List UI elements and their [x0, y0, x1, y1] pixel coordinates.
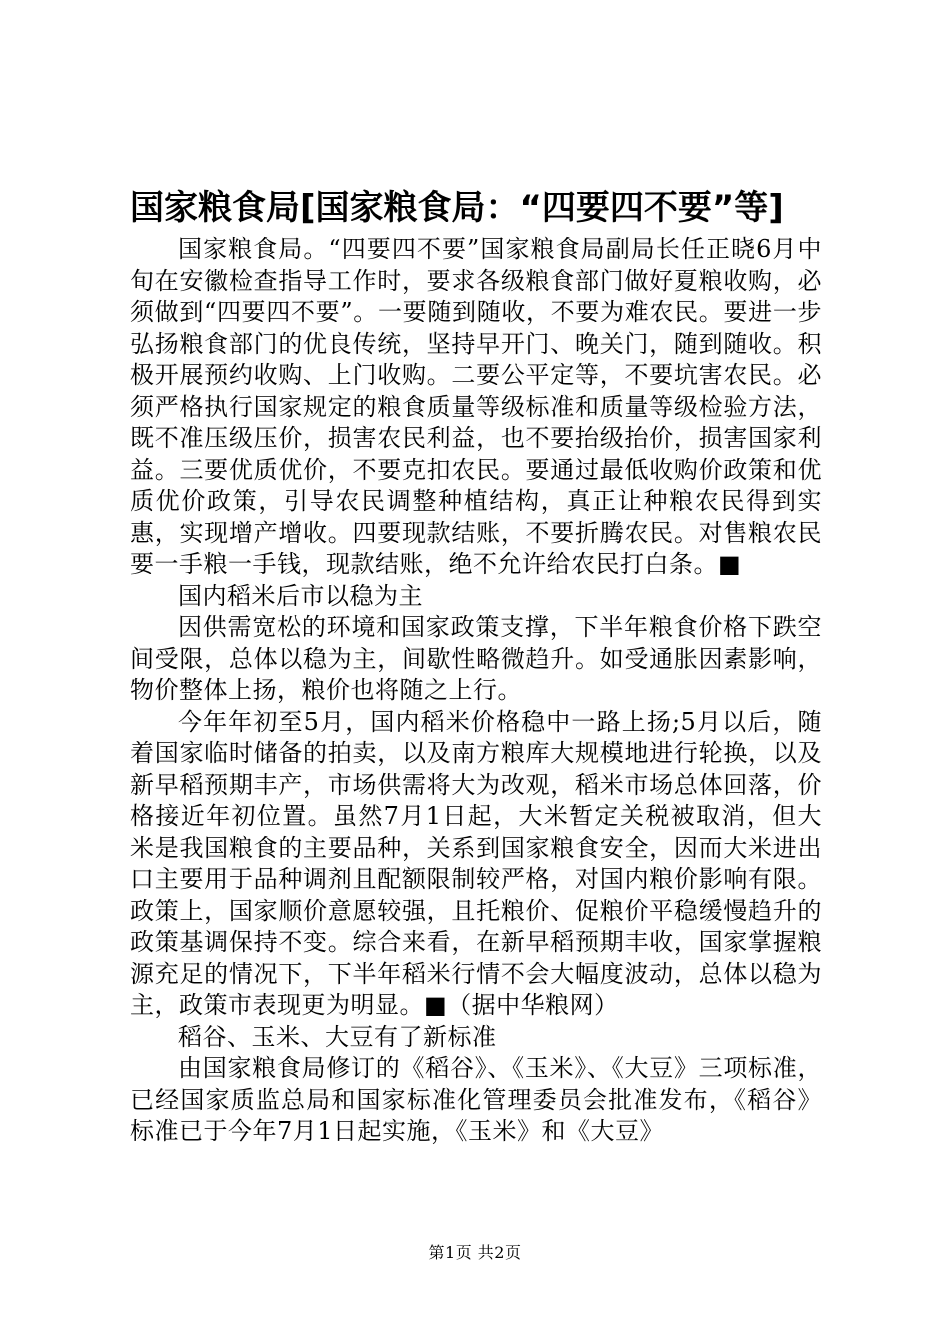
document-title: 国家粮食局[国家粮食局：“四要四不要”等] — [130, 188, 784, 228]
intro-paragraph: 国家粮食局。“四要四不要”国家粮食局副局长任正晓6月中旬在安徽检查指导工作时，要求各级粮食部门做好夏粮收购，必须做到“四要四不要”。一要随到随收，不要为难农民。要进一步弘扬粮食部门的优良传统，坚持早开门、晚关门，随到随收。积极开展预约收购、上门收购。二要公平定等，不要坑害农民。必须严格执行国家规定的粮食质量等级标准和质量等级检验方法，既不准压级压价，损害农民利益，也不要抬级抬价，损害国家利益。三要优质优价，不要克扣农民。要通过最低收购价政策和优质优价政策，引导农民调整种植结构，真正让种粮农民得到实惠，实现增产增收。四要现款结账，不要折腾农民。对售粮农民要一手粮一手钱，现款结账，绝不允许给农民打白条。■ — [130, 235, 822, 578]
new-standards-paragraph-1: 由国家粮食局修订的《稻谷》、《玉米》、《大豆》三项标准，已经国家质监总局和国家标准化管理委员会批准发布，《稻谷》标准已于今年7月1日起实施，《玉米》和《大豆》 — [130, 1054, 822, 1145]
document-body — [130, 234, 822, 1148]
section-heading-new-standards: 稻谷、玉米、大豆有了新标准 — [178, 1022, 497, 1051]
rice-market-paragraph-2: 今年年初至5月，国内稻米价格稳中一路上扬;5月以后，随着国家临时储备的拍卖，以及南方粮库大规模地进行轮换，以及新早稻预期丰产，市场供需将大为改观，稻米市场总体回落，价格接近年初位置。虽然7月1日起，大米暂定关税被取消，但大米是我国粮食的主要品种，关系到国家粮食安全，因而大米进出口主要用于品种调剂且配额限制较严格，对国内粮价影响有限。政策上，国家顺价意愿较强，且托粮价、促粮价平稳缓慢趋升的政策基调保持不变。综合来看，在新早稻预期丰收，国家掌握粮源充足的情况下，下半年稻米行情不会大幅度波动，总体以稳为主，政策市表现更为明显。■（据中华粮网） — [130, 707, 822, 1019]
section-heading-rice-market: 国内稻米后市以稳为主 — [178, 581, 423, 610]
page-footer: 第1页 共2页 — [428, 1243, 522, 1262]
rice-market-paragraph-1: 因供需宽松的环境和国家政策支撑，下半年粮食价格下跌空间受限，总体以稳为主，间歇性略微趋升。如受通胀因素影响，物价整体上扬，粮价也将随之上行。 — [130, 613, 822, 704]
